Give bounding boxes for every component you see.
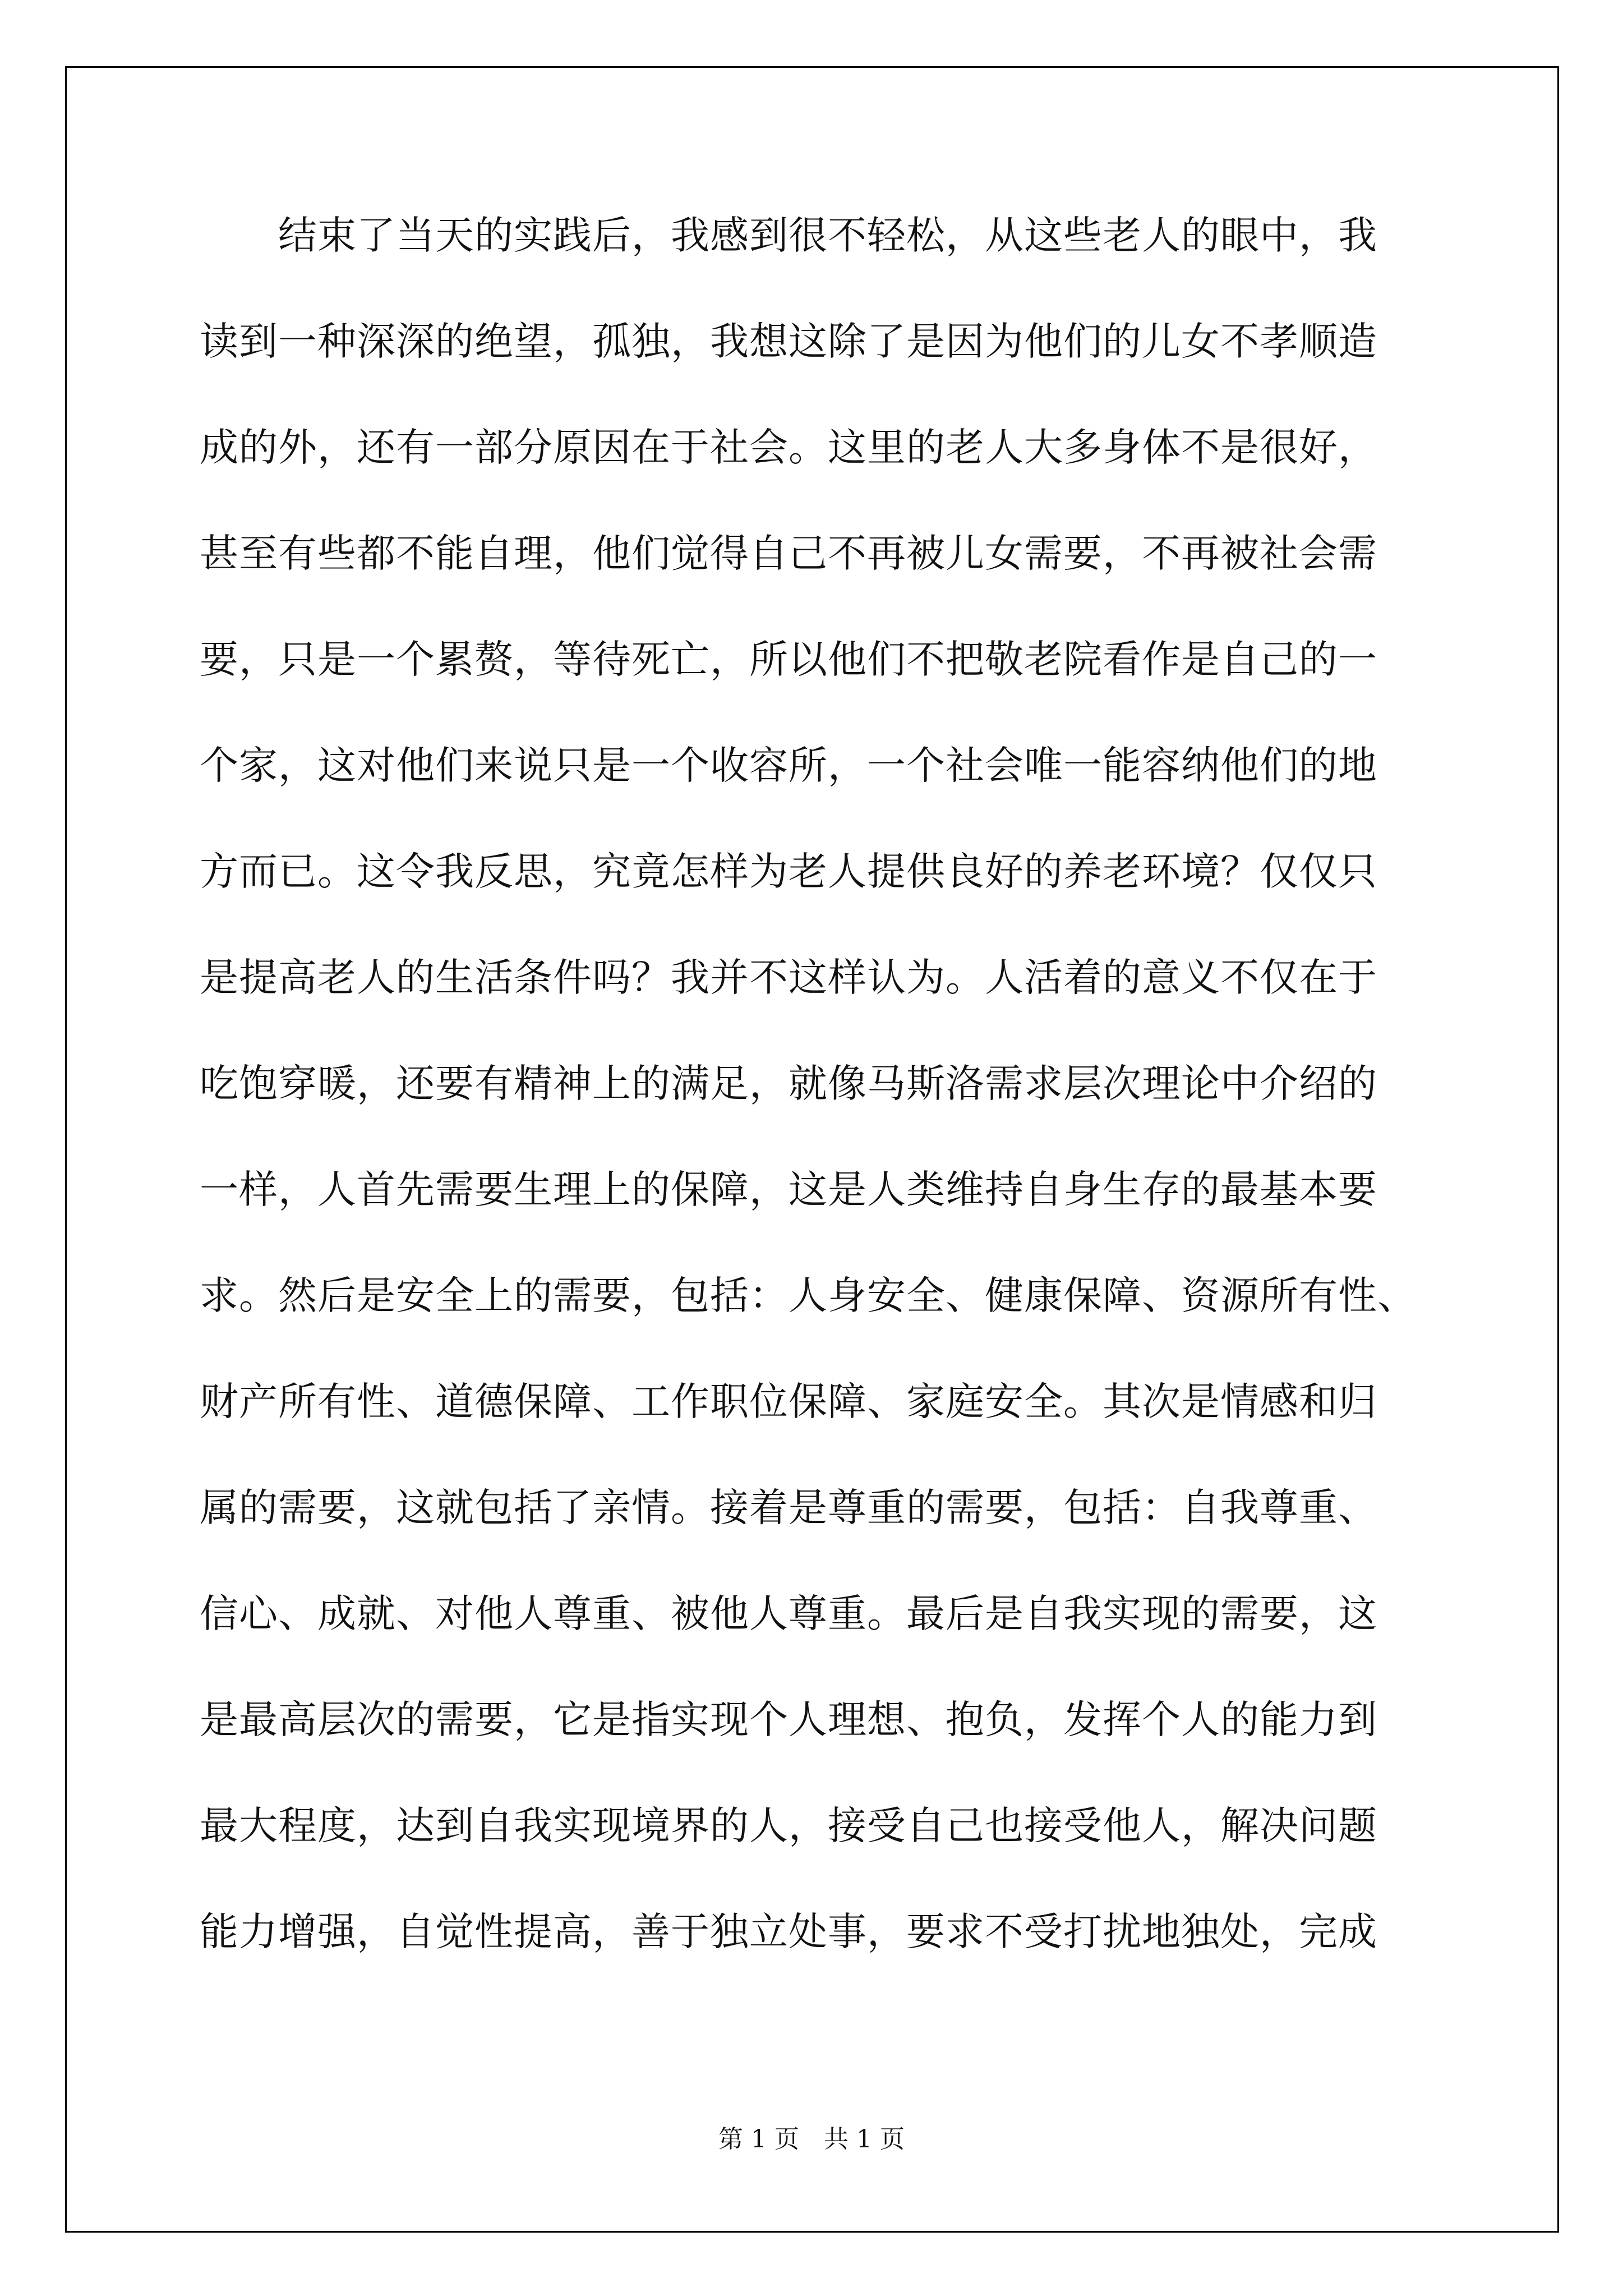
text-line: 个家，这对他们来说只是一个收容所，一个社会唯一能容纳他们的地 bbox=[200, 743, 1377, 788]
page-footer bbox=[0, 2124, 1623, 2155]
text-line: 成的外，还有一部分原因在于社会。这里的老人大多身体不是很好， bbox=[200, 425, 1377, 470]
text-line: 信心、成就、对他人尊重、被他人尊重。最后是自我实现的需要，这 bbox=[200, 1591, 1377, 1636]
body-paragraph bbox=[200, 209, 1456, 2011]
text-line: 最大程度，达到自我实现境界的人，接受自己也接受他人，解决问题 bbox=[200, 1803, 1377, 1848]
text-line: 求。然后是安全上的需要，包括：人身安全、健康保障、资源所有性、 bbox=[200, 1273, 1417, 1318]
text-line: 甚至有些都不能自理，他们觉得自己不再被儿女需要，不再被社会需 bbox=[200, 531, 1377, 576]
page-number: 第 1 页 bbox=[718, 2125, 799, 2154]
text-line: 读到一种深深的绝望，孤独，我想这除了是因为他们的儿女不孝顺造 bbox=[200, 319, 1377, 364]
text-line: 能力增强，自觉性提高，善于独立处事，要求不受打扰地独处，完成 bbox=[200, 1910, 1377, 1954]
text-line: 是提高老人的生活条件吗？我并不这样认为。人活着的意义不仅在于 bbox=[200, 955, 1377, 1000]
text-line: 方而已。这令我反思，究竟怎样为老人提供良好的养老环境？仅仅只 bbox=[200, 849, 1377, 894]
text-line: 吃饱穿暖，还要有精神上的满足，就像马斯洛需求层次理论中介绍的 bbox=[200, 1061, 1377, 1106]
text-line: 一样，人首先需要生理上的保障，这是人类维持自身生存的最基本要 bbox=[200, 1167, 1377, 1212]
text-line: 是最高层次的需要，它是指实现个人理想、抱负，发挥个人的能力到 bbox=[200, 1697, 1377, 1742]
text-line: 属的需要，这就包括了亲情。接着是尊重的需要，包括：自我尊重、 bbox=[200, 1485, 1377, 1530]
text-line: 财产所有性、道德保障、工作职位保障、家庭安全。其次是情感和归 bbox=[200, 1379, 1377, 1424]
text-line: 要，只是一个累赘，等待死亡，所以他们不把敬老院看作是自己的一 bbox=[200, 637, 1377, 682]
text-line: 结束了当天的实践后，我感到很不轻松，从这些老人的眼中，我 bbox=[200, 213, 1377, 258]
page-total: 共 1 页 bbox=[824, 2125, 905, 2154]
